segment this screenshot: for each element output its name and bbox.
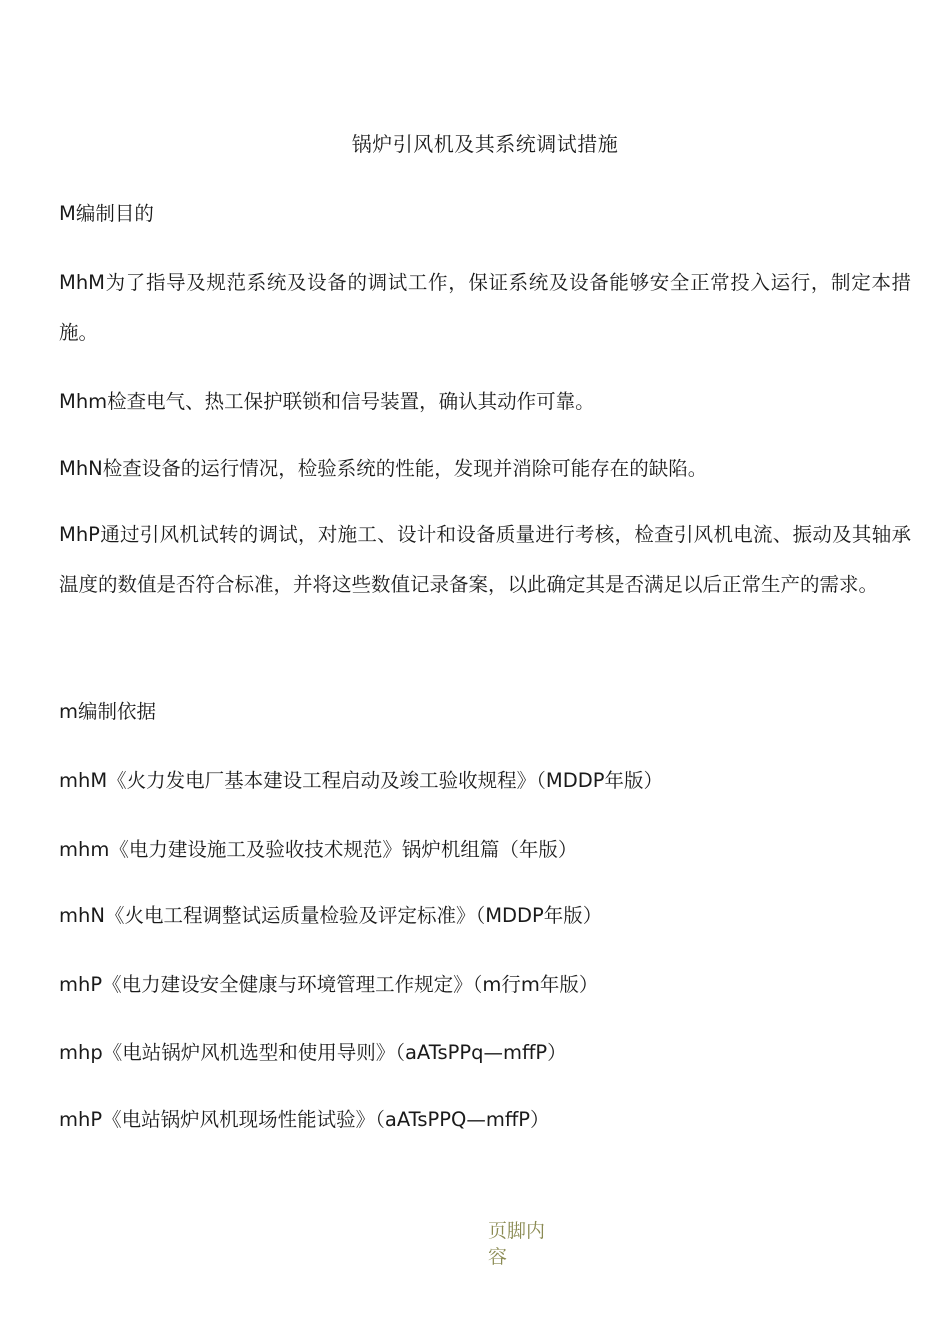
basis-item-1: mhM《火力发电厂基本建设工程启动及竣工验收规程》（MDDP年版） — [59, 769, 664, 792]
purpose-item-3: MhN检查设备的运行情况，检验系统的性能，发现并消除可能存在的缺陷。 — [59, 457, 708, 480]
document-title: 锅炉引风机及其系统调试措施 — [351, 132, 619, 156]
basis-item-2: mhm《电力建设施工及验收技术规范》锅炉机组篇（年版） — [59, 838, 578, 861]
basis-item-5: mhp《电站锅炉风机选型和使用导则》（aATsPPq—mffP） — [59, 1041, 567, 1064]
purpose-item-2: Mhm检查电气、热工保护联锁和信号装置，确认其动作可靠。 — [59, 390, 595, 413]
section-heading-purpose: M编制目的 — [59, 202, 154, 225]
purpose-item-1: MhM为了指导及规范系统及设备的调试工作，保证系统及设备能够安全正常投入运行，制定本措施。 — [59, 271, 911, 344]
basis-item-3: mhN《火电工程调整试运质量检验及评定标准》（MDDP年版） — [59, 904, 603, 927]
basis-item-4: mhP《电力建设安全健康与环境管理工作规定》（m行m年版） — [59, 973, 599, 996]
page-footer: 页脚内容 — [488, 1220, 546, 1268]
purpose-item-4: MhP通过引风机试转的调试，对施工、设计和设备质量进行考核，检查引风机电流、振动及其轴承温度的数值是否符合标准，并将这些数值记录备案，以此确定其是否满足以后正常生产的需求。 — [59, 523, 911, 596]
basis-item-6: mhP《电站锅炉风机现场性能试验》（aATsPPQ—mffP） — [59, 1108, 550, 1131]
section-heading-basis: m编制依据 — [59, 700, 156, 723]
